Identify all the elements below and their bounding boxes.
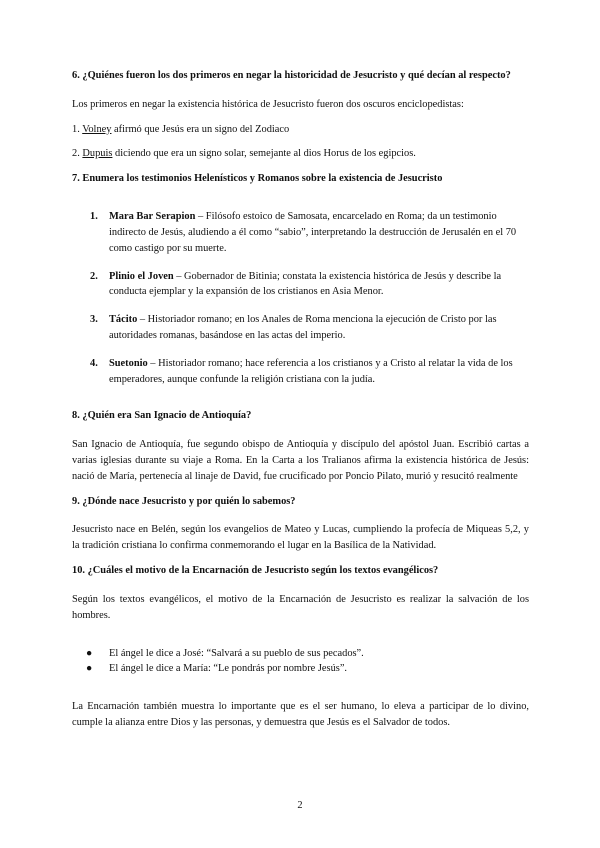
angel-quotes-list [72, 646, 529, 678]
question-6-item-volney: 1. Volney afirmó que Jesús era un signo del Zodiaco [72, 123, 290, 135]
page-number: 2 [297, 800, 303, 811]
testimonies-list [72, 209, 529, 387]
testimony-item: 1. Mara Bar Serapion – Filósofo estoico de Samosata, encarcelado en Roma; da un testimonio indirecto de Jesús, aludiendo a él como “sabio”, interpretando la destrucción de Jerusalén en el 70 como castigo por su muerte. [90, 211, 517, 254]
testimony-item: 2. Plinio el Joven – Gobernador de Bitinia; constata la existencia histórica de Jesús y describe la conducta ejemplar y la expansión de los cristianos en Asia Menor. [90, 270, 502, 298]
document-page [72, 68, 529, 731]
question-10-intro: Según los textos evangélicos, el motivo de la Encarnación de Jesucristo es realizar la salvación de los hombres. [72, 593, 529, 621]
question-6-item-dupuis: 2. Dupuis diciendo que era un signo solar, semejante al dios Horus de los egipcios. [72, 148, 416, 160]
question-10-closing: La Encarnación también muestra lo importante que es el ser humano, lo eleva a participar de lo divino, cumple la alianza entre Dios y las personas, y demuestra que Jesús es el Salvador de todos. [72, 701, 529, 728]
question-9-answer: Jesucristo nace en Belén, según los evangelios de Mateo y Lucas, cumpliendo la profecía de Miqueas 5,2, y la tradición cristiana lo confirma conmemorando el lugar en la Basílica de la Natividad. [72, 524, 529, 552]
list-item: ● El ángel le dice a María: “Le pondrás por nombre Jesús”. [72, 661, 529, 677]
testimony-item: 3. Tácito – Historiador romano; en los Anales de Roma menciona la ejecución de Cristo por las autoridades romanas, basándose en las actas del imperio. [90, 314, 497, 341]
list-item: ● El ángel le dice a José: “Salvará a su pueblo de sus pecados”. [72, 646, 529, 662]
question-9-heading: 9. ¿Dónde nace Jesucristo y por quién lo sabemos? [72, 495, 296, 507]
question-8-answer: San Ignacio de Antioquía, fue segundo obispo de Antioquía y discípulo del apóstol Juan. Escribió cartas a varias iglesias durante su viaje a Roma. En la Carta a los Tralianos afirma la existencia histórica de Jesús: nació de María, pertenecía al linaje de David, fue crucificado por Poncio Pilato, murió y resucitó realmente [72, 439, 529, 482]
question-10-heading: 10. ¿Cuáles el motivo de la Encarnación de Jesucristo según los textos evangélicos? [72, 565, 439, 577]
question-6-heading: 6. ¿Quiénes fueron los dos primeros en negar la historicidad de Jesucristo y qué decían al respecto? [72, 70, 511, 81]
dupuis-name: Dupuis [82, 148, 113, 160]
bullet-icon: ● [86, 663, 93, 675]
bullet-icon: ● [86, 647, 93, 659]
question-7-heading: 7. Enumera los testimonios Helenísticos y Romanos sobre la existencia de Jesucristo [72, 173, 443, 185]
testimony-item: 4. Suetonio – Historiador romano; hace referencia a los cristianos y a Cristo al relatar la vida de los emperadores, aunque confunde la religión cristiana con la judía. [90, 357, 513, 385]
question-8-heading: 8. ¿Quién era San Ignacio de Antioquía? [72, 410, 252, 422]
question-6-intro: Los primeros en negar la existencia histórica de Jesucristo fueron dos oscuros enciclopedistas: [72, 98, 464, 110]
volney-name: Volney [82, 123, 112, 135]
